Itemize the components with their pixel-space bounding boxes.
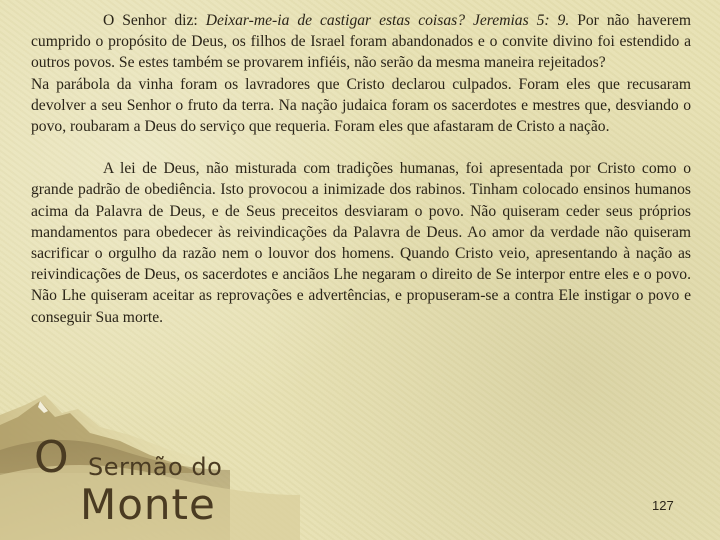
paragraph-1-intro: O Senhor diz:: [103, 12, 206, 29]
paragraph-2: Na parábola da vinha foram os lavradores que Cristo declarou culpados. Foram eles que recusaram devolver a seu Senhor o fruto da terra. Na nação judaica foram os sacerdotes e mestres que, desviando o povo, roubaram a Deus do serviço que requeria. Foram eles que afastaram de Cristo a nação.: [31, 75, 691, 136]
paragraph-3: A lei de Deus, não misturada com tradições humanas, foi apresentada por Cristo como o grande padrão de obediência. Isto provocou a inimizade dos rabinos. Tinham colocado ensinos humanos acima da Palavra de Deus, e de Seus preceitos desviaram o povo. Não quiseram ceder seus próprios mandamentos para obedecer às reivindicações da Palavra de Deus. Ao amor da verdade não quiseram sacrificar o orgulho da razão nem o louvor dos homens. Quando Cristo veio, apresentando à nação as reivindicações de Deus, os sacerdotes e anciãos Lhe negaram o direito de Se interpor entre eles e o povo. Não Lhe quiseram aceitar as reprovações e advertências, e propuseram-se a contra Ele instigar o povo e conseguir Sua morte.: [31, 160, 691, 326]
page-number: 127: [652, 498, 674, 513]
logo-sermao-do: Sermão do: [88, 453, 223, 481]
logo-letter-o: O: [34, 432, 69, 483]
scripture-reference: Deixar-me-ia de castigar estas coisas? Jeremias 5: 9.: [205, 12, 570, 29]
main-text: [31, 10, 691, 328]
logo-monte: Monte: [80, 480, 216, 529]
paragraph-1: [31, 10, 691, 74]
paragraph-1-body: Por não haverem cumprido o propósito de Deus, os filhos de Israel foram abandonados e o convite divino foi estendido a outros povos. Se estes também se provarem infiéis, não serão da mesma maneira rejeitados?: [31, 12, 691, 72]
